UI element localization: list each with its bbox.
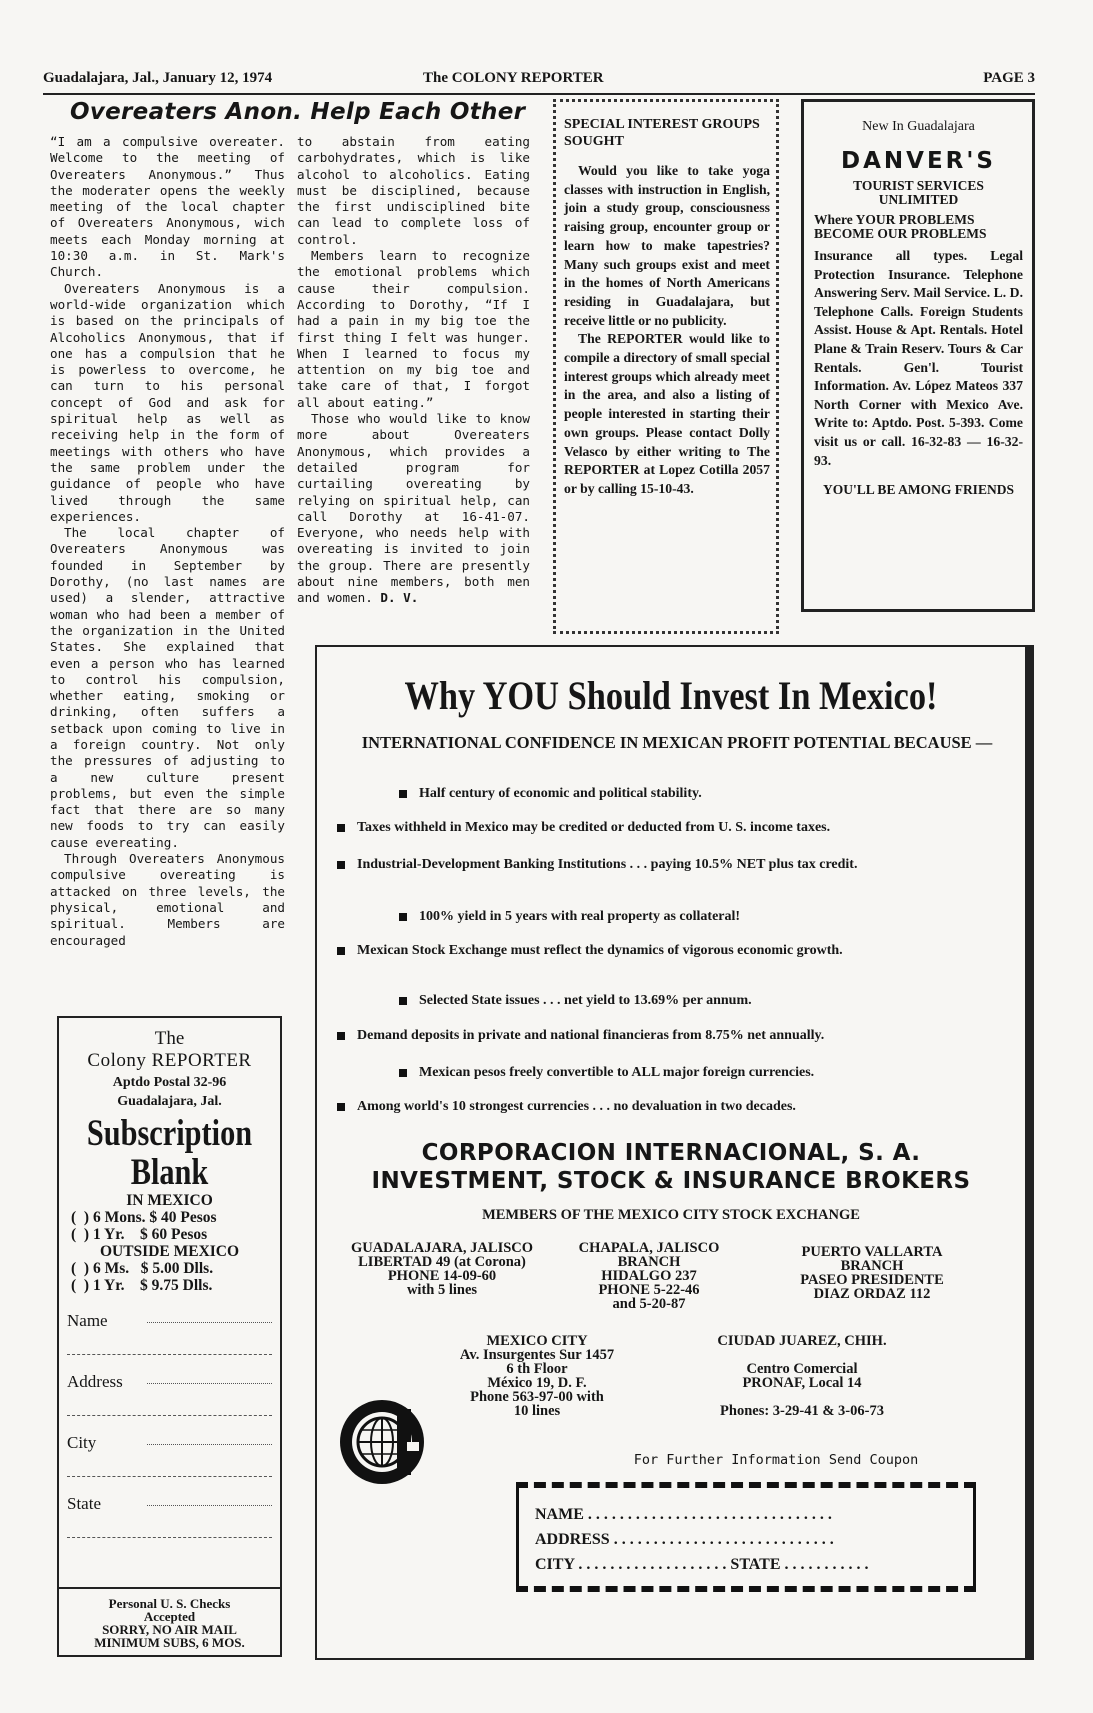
field-line — [147, 1444, 272, 1445]
sub-field-label: State — [67, 1494, 101, 1513]
page-header — [43, 70, 1035, 92]
ad-bullet — [337, 857, 1017, 873]
ad-coupon — [516, 1482, 976, 1592]
ad-members-line: MEMBERS OF THE MEXICO CITY STOCK EXCHANGE — [482, 1207, 860, 1223]
ad-bullet-text: Industrial-Development Banking Institutions . . . paying 10.5% NET plus tax credit. — [357, 857, 858, 872]
sub-title: Blank — [130, 1152, 209, 1193]
ad-bullet — [337, 820, 1017, 836]
sub-note-line: MINIMUM SUBS, 6 MOS. — [94, 1635, 245, 1650]
sub-address-field[interactable] — [67, 1372, 272, 1416]
sub-paper-name: Colony REPORTER — [87, 1050, 252, 1071]
subscription-blank — [57, 1016, 282, 1657]
special-interest-title: SPECIAL INTEREST GROUPS SOUGHT — [564, 117, 760, 149]
ad-bullet — [399, 786, 959, 802]
bullet-square-icon — [337, 861, 345, 869]
article-paragraph: “I am a compulsive overeater. Welcome to the meeting of Overeaters Anonymous.” Thus the moderater opens the weekly meeting of the local chapter of Overeaters Anonymous, wich meets each Monday morning at 10:30 a.m. in St. Mark's Church. — [50, 134, 285, 280]
special-interest-box — [553, 99, 779, 634]
bullet-square-icon — [337, 1032, 345, 1040]
article-paragraph: to abstain from eating carbohydrates, which is like alcohol to alcoholics. Eating must be disciplined, because the first undisciplined bite can lead to complete loss of control. — [297, 134, 530, 247]
ad-bullet-text: 100% yield in 5 years with real property as collateral! — [419, 909, 741, 924]
masthead-title: The COLONY REPORTER — [423, 70, 604, 86]
office-guadalajara: GUADALAJARA, JALISCO LIBERTAD 49 (at Corona) PHONE 14-09-60 with 5 lines — [350, 1240, 534, 1298]
danvers-intro: New In Guadalajara — [862, 119, 975, 134]
article-column-1 — [50, 134, 285, 949]
sub-name-field[interactable] — [67, 1311, 272, 1355]
special-interest-paragraph: The REPORTER would like to compile a directory of small special interest groups which already meet in the area, and also a listing of people interested in starting their own groups. Please contact Dolly Velasco by either writing to The REPORTER at Lopez Cotilla 2057 or by calling 15-10-43. — [564, 331, 770, 496]
ad-title: Why YOU Should Invest In Mexico! — [404, 673, 938, 718]
danvers-motto: Where YOUR PROBLEMS BECOME OUR PROBLEMS — [814, 212, 987, 241]
danvers-tagline: YOU'LL BE AMONG FRIENDS — [823, 482, 1014, 498]
ad-bullet — [337, 943, 987, 959]
ad-bullet-text: Half century of economic and political stability. — [419, 786, 702, 801]
bullet-square-icon — [399, 1069, 407, 1077]
article-paragraph — [297, 411, 530, 607]
bullet-square-icon — [337, 1103, 345, 1111]
sub-rate-option[interactable]: ( ) 1 Yr. $ 60 Pesos — [71, 1226, 208, 1243]
sub-note-line: SORRY, NO AIR MAIL — [102, 1622, 237, 1637]
sub-address-line: Aptdo Postal 32-96 — [112, 1075, 227, 1090]
field-line — [147, 1505, 272, 1506]
header-rule — [43, 93, 1035, 95]
danvers-name: DANVER'S — [841, 148, 996, 174]
office-mexico-city: MEXICO CITY Av. Insurgentes Sur 1457 6 th Floor México 19, D. F. Phone 563-97-00 with 10 lines — [459, 1333, 615, 1419]
coupon-address-field[interactable]: ADDRESS . . . . . . . . . . . . . . . . . . . . . . . . . . . . — [535, 1531, 834, 1548]
bullet-square-icon — [399, 790, 407, 798]
article-paragraph: Through Overeaters Anonymous compulsive overeating is attacked on three levels, the physical, emotional and spiritual. Members are encouraged — [50, 851, 285, 948]
coupon-name-field[interactable]: NAME . . . . . . . . . . . . . . . . . . . . . . . . . . . . . . . — [535, 1506, 832, 1523]
article-headline: Overeaters Anon. Help Each Other — [70, 99, 526, 125]
ad-bullet-text: Demand deposits in private and national financieras from 8.75% net annually. — [357, 1028, 825, 1043]
ci-globe-logo-icon — [337, 1397, 427, 1487]
sub-the: The — [154, 1028, 185, 1049]
dateline: Guadalajara, Jal., January 12, 1974 — [43, 70, 273, 86]
sub-rate-option[interactable]: ( ) 6 Ms. $ 5.00 Dlls. — [71, 1260, 214, 1277]
ad-bullet-text: Mexican pesos freely convertible to ALL major foreign currencies. — [419, 1065, 815, 1080]
article-paragraph: Members learn to recognize the emotional problems which cause their compulsion. According to Dorothy, “If I had a pain in my big toe the first thing I felt was hunger. When I learned to focus my attention on my big toe and take care of that, I forgot all about eating.” — [297, 248, 530, 410]
sub-field-label: City — [67, 1433, 97, 1452]
danvers-services: Insurance all types. Legal Protection Insurance. Telephone Answering Serv. Mail Service. L. D. Telephone Calls. Foreign Students Assist. House & Apt. Rentals. Hotel Plane & Train Reserv. Tours & Car Rentals. Gen'l. Tourist Information. Av. López Mateos 337 North Corner with Mexico Ave. Write to: Aptdo. Post. 5-393. Come visit us or call. 16-32-83 — 16-32-93. — [814, 248, 1023, 468]
sub-address-line: Guadalajara, Jal. — [117, 1094, 222, 1109]
article-paragraph-text: Those who would like to know more about Overeaters Anonymous, which provides a detailed program for curtailing overeating by relying on spiritual help, can call Dorothy at 16-41-07. Everyone, who needs help with overeating is invited to join the group. There are presently about nine members, both men and women. — [297, 411, 530, 606]
office-ciudad-juarez: CIUDAD JUAREZ, CHIH. Centro Comercial PRONAF, Local 14 Phones: 3-29-41 & 3-06-73 — [717, 1333, 887, 1419]
ad-subtitle: INTERNATIONAL CONFIDENCE IN MEXICAN PROFIT POTENTIAL BECAUSE — — [361, 733, 993, 752]
page-number: PAGE 3 — [983, 70, 1035, 86]
office-chapala: CHAPALA, JALISCO BRANCH HIDALGO 237 PHONE 5-22-46 and 5-20-87 — [578, 1240, 720, 1312]
ad-company-name: CORPORACION INTERNACIONAL, S. A. — [421, 1140, 921, 1166]
article-paragraph: The local chapter of Overeaters Anonymous was founded in September by Dorothy, (no last names are used) a slender, attractive woman who had been a member of the organization in the United States. She explained that even a person who has learned to control his compulsion, whether eating, smoking or drinking, often suffers a setback upon coming to live in a foreign country. Not only the pressures of adjusting to a new culture present problems, but even the simple fact that there are so many new foods to try can easily cause evereating. — [50, 525, 285, 850]
sub-city-field[interactable] — [67, 1433, 272, 1477]
bullet-square-icon — [399, 913, 407, 921]
sub-field-label: Address — [67, 1372, 123, 1391]
sub-note-line: Accepted — [143, 1609, 196, 1624]
field-line — [147, 1322, 272, 1323]
bullet-square-icon — [337, 947, 345, 955]
article-signature: D. V. — [380, 590, 419, 606]
field-line — [147, 1383, 272, 1384]
ad-bullet-text: Among world's 10 strongest currencies . . . no devaluation in two decades. — [357, 1099, 796, 1114]
sub-rate-option[interactable]: ( ) 6 Mons. $ 40 Pesos — [71, 1209, 217, 1226]
ad-bullet-text: Mexican Stock Exchange must reflect the dynamics of vigorous economic growth. — [357, 943, 843, 958]
sub-region-heading: OUTSIDE MEXICO — [99, 1243, 240, 1260]
bullet-square-icon — [399, 997, 407, 1005]
danvers-subtitle: TOURIST SERVICES UNLIMITED — [853, 178, 984, 207]
sub-note — [59, 1587, 280, 1649]
ad-bullet — [337, 1028, 1017, 1044]
ad-bullet — [399, 1065, 999, 1081]
ad-bullet — [399, 993, 959, 1009]
sub-rate-option[interactable]: ( ) 1 Yr. $ 9.75 Dlls. — [71, 1277, 213, 1294]
special-interest-paragraph: Would you like to take yoga classes with instruction in English, join a study group, consciousness raising group, encounter group or learn how to make tapestries? Many such groups exist and meet in the homes of North Americans residing in Guadalajara, but receive little or no publicity. — [564, 163, 770, 328]
office-puerto-vallarta: PUERTO VALLARTA BRANCH PASEO PRESIDENTE DIAZ ORDAZ 112 — [800, 1244, 944, 1302]
sub-note-line: Personal U. S. Checks — [108, 1596, 231, 1611]
invest-mexico-ad — [315, 645, 1034, 1660]
bullet-square-icon — [337, 824, 345, 832]
ad-bullet — [337, 1099, 1017, 1115]
sub-title: Subscription — [86, 1113, 253, 1154]
coupon-city-state-field[interactable]: CITY . . . . . . . . . . . . . . . . . . . STATE . . . . . . . . . . . — [535, 1556, 869, 1573]
sub-state-field[interactable] — [67, 1494, 272, 1538]
article-paragraph: Overeaters Anonymous is a world-wide organization which is based on the principals of Alcoholics Anonymous, that if one has a compulsion that he is powerless to overcome, he can turn to his personal concept of God and ask for spiritual help as well as receiving help in the form of meetings with others who have the same problem under the guidance of people who have lived through the same experiences. — [50, 280, 285, 524]
ad-coupon-instruction: For Further Information Send Coupon — [633, 1452, 919, 1468]
ad-bullet — [399, 909, 959, 925]
ad-bullet-text: Selected State issues . . . net yield to 13.69% per annum. — [419, 993, 752, 1008]
sub-field-label: Name — [67, 1311, 108, 1330]
ad-company-tagline: INVESTMENT, STOCK & INSURANCE BROKERS — [371, 1168, 971, 1194]
sub-region-heading: IN MEXICO — [126, 1192, 213, 1209]
ad-bullet-text: Taxes withheld in Mexico may be credited or deducted from U. S. income taxes. — [357, 820, 831, 835]
danvers-ad — [801, 99, 1035, 612]
article-column-2 — [297, 134, 530, 607]
